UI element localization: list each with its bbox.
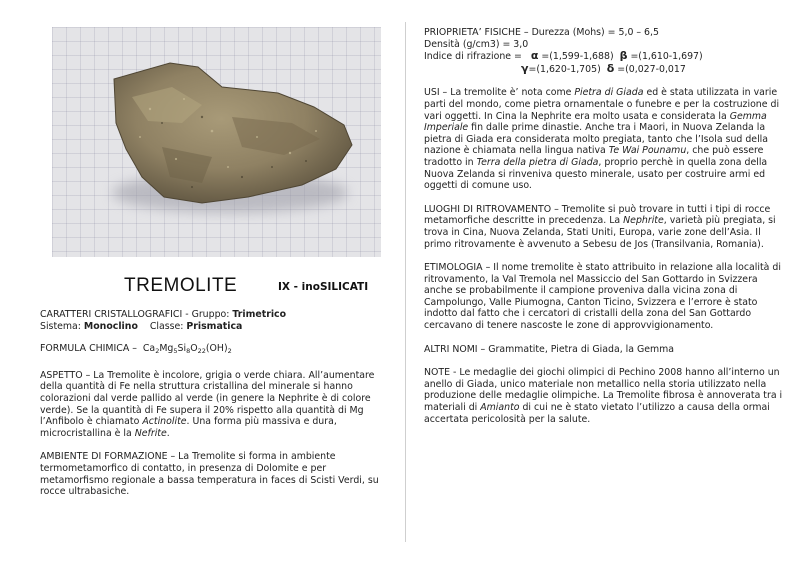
delta-symbol: δ — [606, 61, 615, 75]
etymology-section: ETIMOLOGIA – Il nome tremolite è stato attribuito in relazione alla località di ritrovamento, la Val Tremola nel Massiccio del San Gottardo in Svizzera anche se probabilmente il campione proveniva dalla vicina zona di Campolungo, Valle Piumogna, Canton Ticino, Svizzera e l’errore è stato indotto dal fatto che i cercatori di cristalli della zona del San Gottardo cercavano di tenere nascoste le zone di approvvigionamento. — [424, 262, 781, 332]
system-value: Monoclino — [83, 320, 138, 332]
formula-label: FORMULA CHIMICA – — [40, 343, 137, 355]
crystallography-heading: CARATTERI CRISTALLOGRAFICI — [40, 309, 183, 320]
alpha-symbol: α — [530, 49, 539, 63]
aspect-section: ASPETTO – La Tremolite è incolore, grigia o verde chiara. All’aumentare della quantità di Fe nella struttura cristallina del minerale si hanno colorazioni dal verde pallido al verde (in genere la Nephrite è di colore verde). Se la quantità di Fe supera il 20% rispetto alla quantità di Mg l’Anfibolo è chiamato Actinolite. Una forma più massiva e dura, microcristallina è la Nefrite. — [40, 369, 375, 439]
density-line: Densità (g/cm3) = 3,0 — [424, 38, 529, 50]
physical-properties-section — [424, 27, 789, 75]
hardness-line: PRIOPRIETA’ FISICHE – Durezza (Mohs) = 5,0 – 6,5 — [424, 27, 659, 38]
refraction-label: Indice di rifrazione = — [424, 51, 522, 63]
delta-value: =(0,027-0,017 — [617, 63, 686, 75]
mineral-name: TREMOLITE — [124, 275, 238, 296]
other-names-section: ALTRI NOMI – Grammatite, Pietra di Giada, la Gemma — [424, 343, 675, 355]
system-label: Sistema: — [40, 320, 81, 332]
chemical-formula: FORMULA CHIMICA – $Ca_2Mg_5Si_8O_{22}(OH)_2$ — [40, 343, 232, 356]
locations-section: LUOGHI DI RITROVAMENTO – Tremolite si può trovare in tutti i tipi di rocce metamorfiche descritte in precedenza. La Nephrite, varietà più pregiata, si trova in Cina, Nuova Zelanda, Stati Uniti, Europa, varie zone dell’Asia. Il primo ritrovamente è avvenuto a Sebesu de Jos (Transilvania, Romania). — [424, 203, 776, 250]
class-value: Prismatica — [186, 320, 243, 332]
alpha-value: =(1,599-1,688) — [541, 51, 614, 63]
beta-value: =(1,610-1,697) — [630, 51, 703, 63]
left-column — [40, 309, 395, 510]
formation-section: AMBIENTE DI FORMAZIONE – La Tremolite si forma in ambiente termometamorfico di contatto, in presenza di Dolomite e per metamorfismo regionale a bassa temperatura in faces di Scisti Verdi, su rocce ultrabasiche. — [40, 451, 379, 498]
right-column — [424, 27, 789, 437]
tremolite-specimen-image — [52, 27, 381, 257]
gamma-value: =(1,620-1,705) — [528, 63, 601, 75]
group-label: Gruppo: — [191, 309, 230, 320]
uses-section: USI – La tremolite è’ nota come Pietra di Giada ed è stata utilizzata in varie parti del mondo, come pietra ornamentale o funebre e per la costruzione di vari oggetti. In Cina la Nephrite era molto usata e considerata la Gemma Imperiale fin dalle prime dinastie. Anche tra i Maori, in Nuova Zelanda la pietra di Giada era considerata molto pregiata, tanto che l’Isola sud della nazione è chiamata nella lingua nativa Te Wai Pounamu, che può essere tradotto in Terra della pietra di Giada, proprio perchè in quella zona della Nuova Zelanda si rinveniva questo minerale, usato per costruire armi ed oggetti di comune uso. — [424, 87, 780, 192]
gamma-symbol: γ — [521, 61, 529, 75]
mineral-classification: IX - inoSILICATI — [278, 281, 369, 293]
crystallography-section: CARATTERI CRISTALLOGRAFICI - Gruppo: Trimetrico Sistema: Monoclino Classe: Prismatica — [40, 309, 287, 332]
note-section: NOTE - Le medaglie dei giochi olimpici di Pechino 2008 hanno all’interno un anello di Giada, unico materiale non metallico nella storia utilizzato nella produzione delle medaglie olimpiche. La Tremolite fibrosa è annoverata tra i materiali di Amianto di cui ne è stato vietato l’utilizzo a causa della ormai accertata pericolosità per la salute. — [424, 367, 783, 425]
mineral-photo — [52, 27, 381, 257]
beta-symbol: β — [619, 49, 628, 63]
column-divider — [405, 22, 406, 542]
class-label: Classe: — [149, 320, 184, 332]
group-value: Trimetrico — [232, 309, 287, 320]
